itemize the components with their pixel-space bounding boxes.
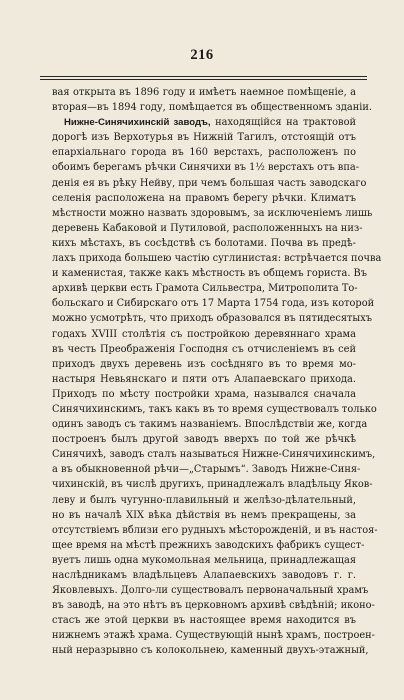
text-line: Приходъ по мѣсту постройки храма, назывался сначала <box>52 388 356 400</box>
text-line: стасъ же этой церкви въ настоящее время находится въ <box>52 615 356 627</box>
text-line: леву и былъ чугунно-плавильный и желѣзо-дѣлательный, <box>52 494 356 506</box>
body-text <box>52 85 382 659</box>
text-line: деревень Кабаковой и Путиловой, расположенныхъ на низ- <box>52 222 363 234</box>
text-line: мѣстности можно назвать здоровымъ, за исключенiемъ лишь <box>52 207 373 219</box>
text-line: одинъ заводъ съ такимъ названiемъ. Впослѣдствiи же, когда <box>52 419 368 431</box>
text-line: вуетъ лишь одна мукомольная мельница, принадлежащая <box>52 554 356 566</box>
text-line: вторая—въ 1894 году, помѣщается въ общественномъ зданiи. <box>52 102 373 114</box>
section-heading: Нижне-Синячихинскiй заводъ, <box>64 117 211 129</box>
text-line: наслѣдникамъ владѣльцевъ Алапаевскихъ заводовъ г. г. <box>52 570 356 581</box>
header-rule <box>40 76 367 77</box>
text-line: епархiальнаго города въ 160 верстахъ, расположенъ по <box>52 147 356 159</box>
text-line: но въ началѣ XIX вѣка дѣйствiя въ немъ прекращены, за <box>52 509 356 521</box>
text-line: больскаго и Сибирскаго отъ 17 Марта 1754 года, изъ которой <box>52 298 375 310</box>
text-line: можно усмотрѣть, что приходъ образовался въ пятидесятыхъ <box>52 313 372 325</box>
text-line: Яковлевыхъ. Долго-ли существовалъ первоначальный храмъ <box>52 585 369 597</box>
text-line: нижнемъ этажѣ храма. Существующiй нынѣ храмъ, построен- <box>52 630 375 642</box>
text-line: дорогѣ изъ Верхотурья въ Нижнiй Тагилъ, отстоящiй отъ <box>52 132 356 144</box>
text-line: приходъ двухъ деревень изъ сосѣдняго въ то время мо- <box>52 358 356 370</box>
page-number: 216 <box>190 47 214 63</box>
text-line: въ честь Преображенiя Господня съ отчисленiемъ въ сей <box>52 343 356 355</box>
header-rule-lower <box>40 79 367 80</box>
text-line: денiя ея въ рѣку Нейву, при чемъ большая часть заводскаго <box>52 177 367 189</box>
text-line: селенiя расположена на правомъ берегу рѣчки. Климатъ <box>52 192 356 204</box>
text-line: ный неразрывно съ колокольнею, каменный двухъ-этажный, <box>52 645 369 657</box>
text-line: а въ обыкновенной рѣчи—„Старымъ“. Заводъ Нижне-Синя- <box>52 464 361 476</box>
text-line: лахъ прихода большею частiю суглинистая: встрѣчается почва <box>52 253 382 265</box>
text-line: и каменистая, также какъ мѣстность въ общемъ гориста. Въ <box>52 268 367 280</box>
text-line: въ заводѣ, на это нѣтъ въ церковномъ архивѣ свѣдѣнiй; иконо- <box>52 600 375 612</box>
text-line: архивѣ церкви есть Грамота Сильвестра, Митрополита То- <box>52 283 358 295</box>
text-line: Синячихѣ, заводъ сталъ называться Нижне-Синячихинскимъ, <box>52 449 376 461</box>
heading-line-rest: находящiйся на трактовой <box>215 117 356 129</box>
text-line: Синячихинскимъ, такъ какъ въ то время существовалъ только <box>52 403 377 415</box>
text-line: вая открыта въ 1896 году и имѣетъ наемное помѣщенiе, а <box>52 87 356 98</box>
text-line: настыря Невьянскаго и пяти отъ Алапаевскаго прихода. <box>52 373 356 385</box>
text-line: кихъ мѣстахъ, въ сосѣдствѣ съ болотами. Почва въ предѣ- <box>52 237 356 249</box>
text-line: построенъ былъ другой заводъ вверхъ по той же рѣчкѣ <box>52 434 356 446</box>
text-line: отсутствiемъ вблизи его рудныхъ мѣсторожденiй, и въ настоя- <box>52 524 378 536</box>
text-line: обоимъ берегамъ рѣчки Синячихи въ 1½ верстахъ отъ впа- <box>52 162 360 174</box>
text-line: чихинскiй, въ числѣ другихъ, принадлежалъ владѣльцу Яков- <box>52 479 373 491</box>
text-line: годахъ XVIII столѣтiя съ постройкою деревяннаго храма <box>52 328 356 340</box>
section-first-line <box>52 115 356 130</box>
text-line: щее время на мѣстѣ прежнихъ заводскихъ фабрикъ сущест- <box>52 539 365 551</box>
